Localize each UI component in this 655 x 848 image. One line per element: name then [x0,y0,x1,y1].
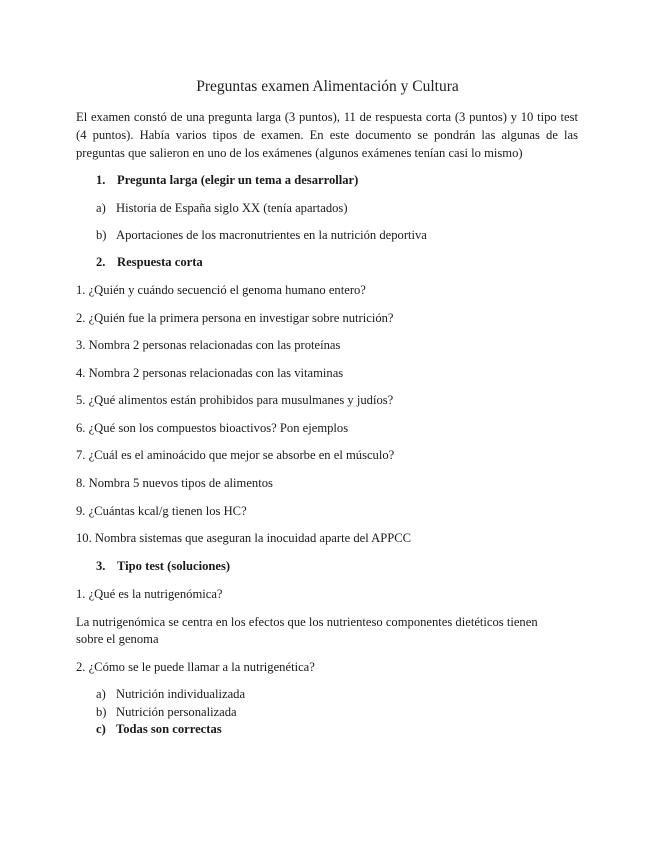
list-item [96,200,348,217]
item-letter: b) [96,228,107,242]
option-text: Nutrición individualizada [116,687,246,701]
question-item: 3. Nombra 2 personas relacionadas con las proteínas [76,338,341,352]
item-text: Aportaciones de los macronutrientes en la nutrición deportiva [116,228,427,242]
section-heading-test [96,558,230,575]
question-item: 7. ¿Cuál es el aminoácido que mejor se absorbe en el músculo? [76,448,395,462]
correct-option-item [96,721,222,738]
section-title: Pregunta larga (elegir un tema a desarrollar) [117,173,359,187]
question-item: 5. ¿Qué alimentos están prohibidos para musulmanes y judíos? [76,393,394,407]
section-number: 1. [96,173,106,187]
option-letter: a) [96,687,106,701]
question-item: 8. Nombra 5 nuevos tipos de alimentos [76,476,273,490]
section-number: 2. [96,255,106,269]
question-item: 10. Nombra sistemas que aseguran la inocuidad aparte del APPCC [76,531,412,545]
option-item [96,704,237,721]
option-letter: b) [96,705,107,719]
section-heading-larga [96,172,358,189]
test-question: 2. ¿Cómo se le puede llamar a la nutrigenética? [76,660,315,674]
question-item: 9. ¿Cuántas kcal/g tienen los HC? [76,504,247,518]
section-title: Respuesta corta [117,255,203,269]
document-title: Preguntas examen Alimentación y Cultura [196,78,459,95]
option-letter: c) [96,722,106,736]
question-item: 4. Nombra 2 personas relacionadas con las vitaminas [76,366,344,380]
item-letter: a) [96,201,106,215]
option-item [96,686,245,703]
question-item: 1. ¿Quién y cuándo secuenció el genoma humano entero? [76,283,366,297]
section-heading-corta [96,254,203,271]
option-text: Todas son correctas [116,722,222,736]
section-title: Tipo test (soluciones) [117,559,231,573]
question-item: 6. ¿Qué son los compuestos bioactivos? Pon ejemplos [76,421,349,435]
question-item: 2. ¿Quién fue la primera persona en investigar sobre nutrición? [76,311,394,325]
option-text: Nutrición personalizada [116,705,237,719]
list-item [96,227,427,244]
intro-paragraph: El examen constó de una pregunta larga (3 puntos), 11 de respuesta corta (3 puntos) y 10 tipo test (4 puntos). Había varios tipos de examen. En este documento se pondrán las algunas de las preguntas que salieron en uno de los exámenes (algunos exámenes tenían casi lo mismo) [76,110,578,160]
test-question: 1. ¿Qué es la nutrigenómica? [76,587,223,601]
item-text: Historia de España siglo XX (tenía apartados) [116,201,348,215]
test-answer: La nutrigenómica se centra en los efectos que los nutrienteso componentes dietéticos tienen sobre el genoma [76,615,538,646]
section-number: 3. [96,559,106,573]
